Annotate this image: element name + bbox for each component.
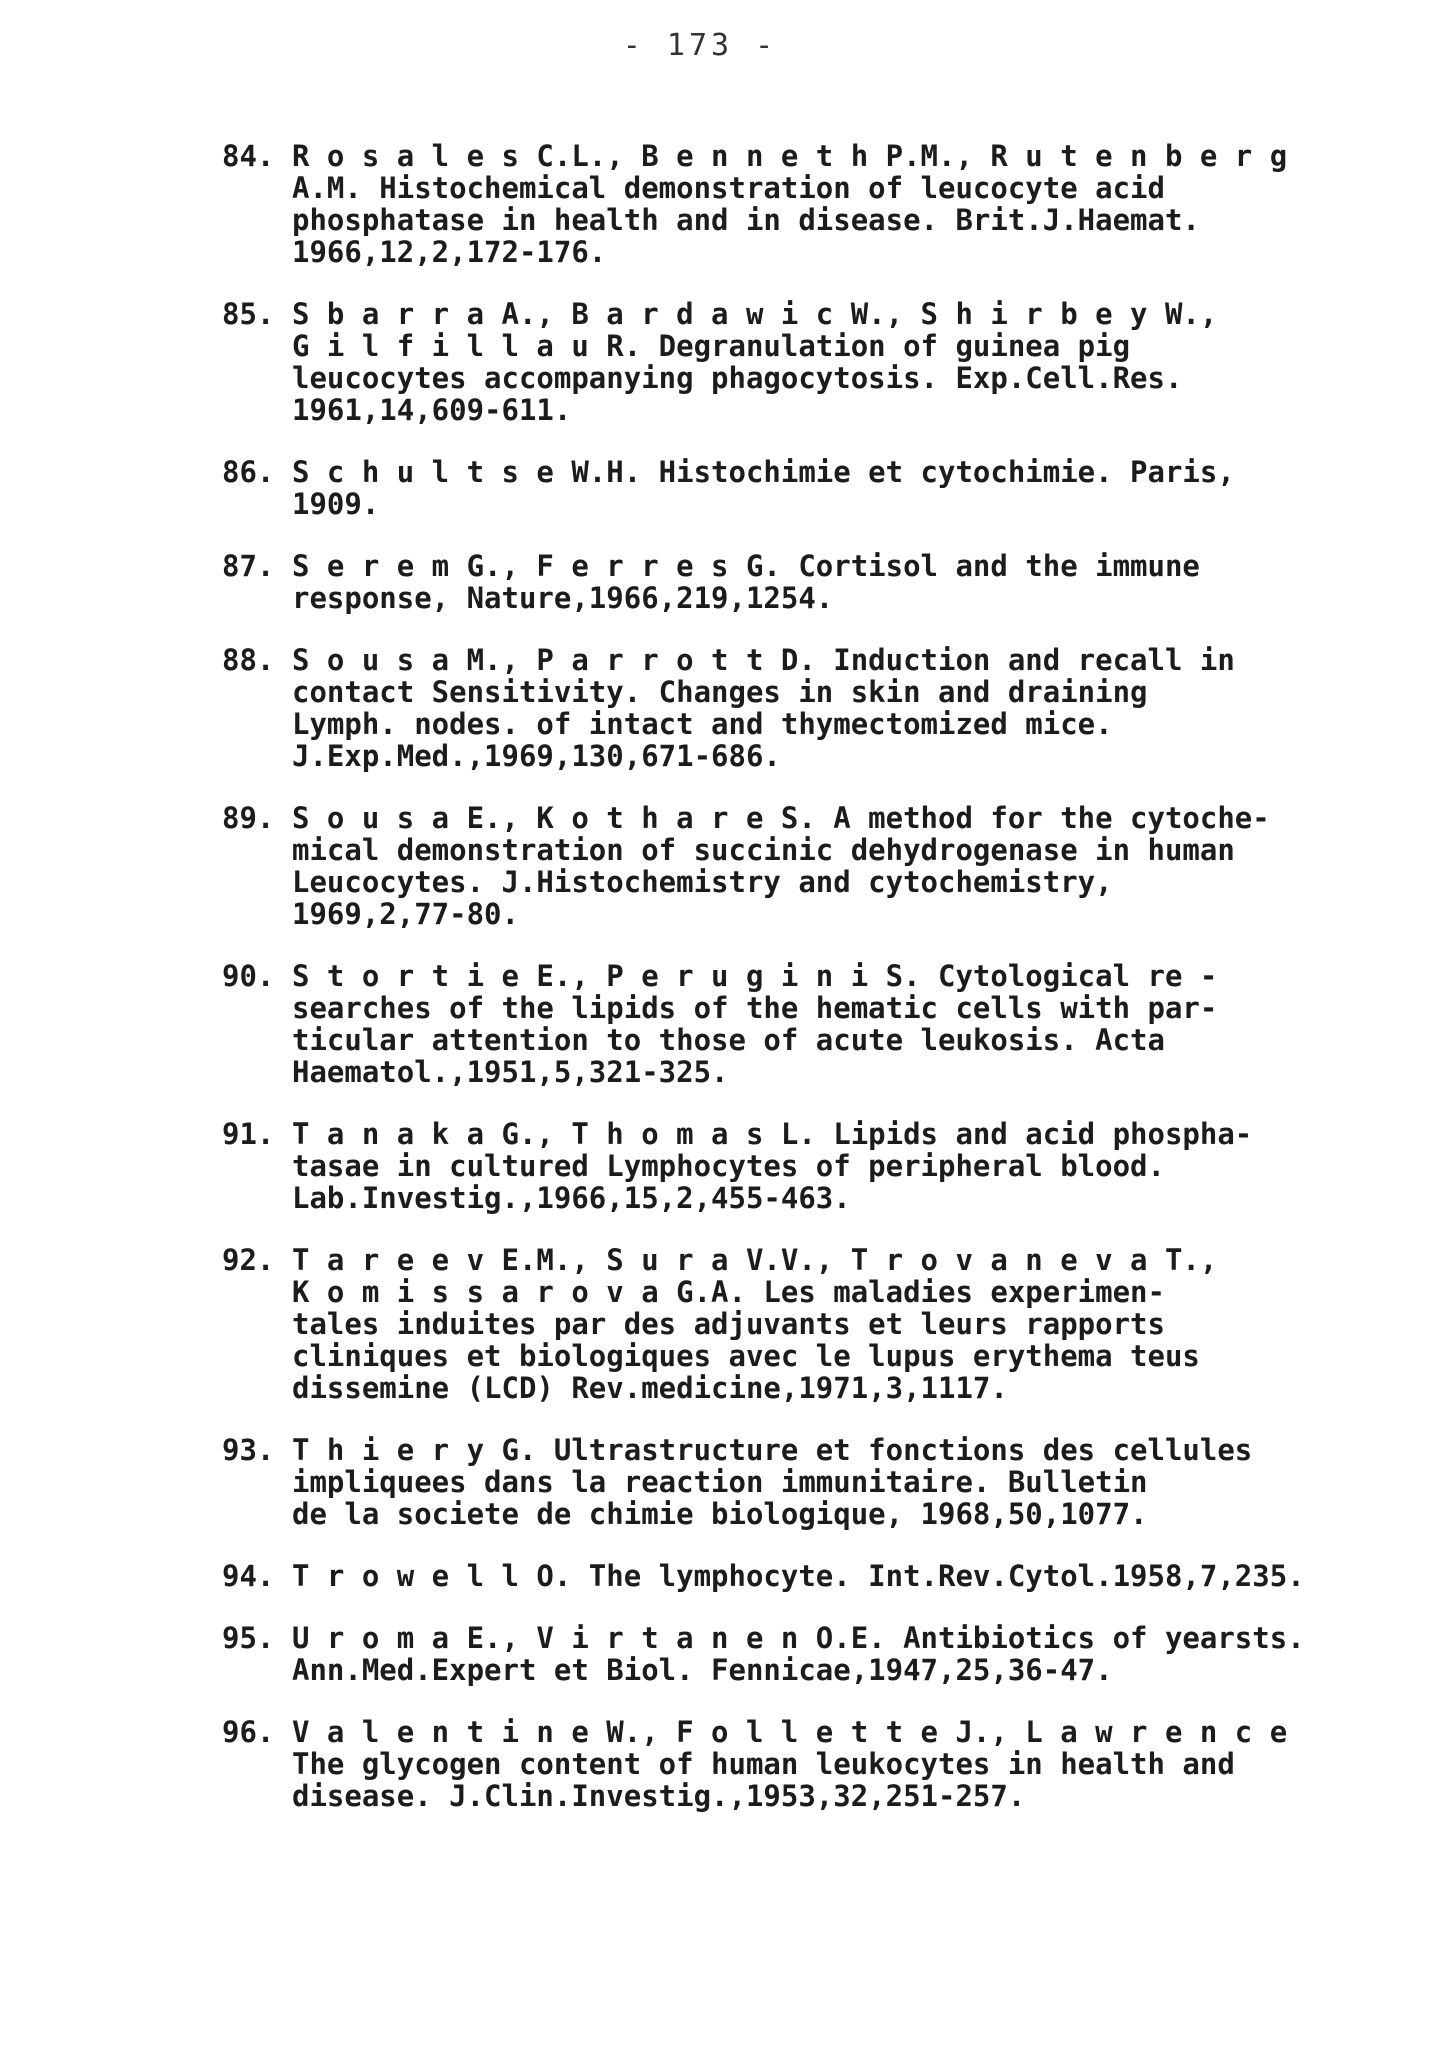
reference-text xyxy=(292,644,1342,772)
reference-line: 1969,2,77-80. xyxy=(292,897,519,931)
reference-line: mical demonstration of succinic dehydrogenase in human xyxy=(292,833,1235,867)
reference-line: contact Sensitivity. Changes in skin and draining xyxy=(292,675,1148,709)
reference-line: K o m i s s a r o v a G.A. Les maladies experimen- xyxy=(292,1275,1165,1309)
reference-line: S o u s a M., P a r r o t t D. Induction and recall in xyxy=(292,643,1235,677)
reference-entry xyxy=(222,140,1342,268)
reference-line: response, Nature,1966,219,1254. xyxy=(292,581,834,615)
reference-number: 94. xyxy=(222,1559,275,1593)
reference-entry xyxy=(222,550,1342,614)
reference-line: S c h u l t s e W.H. Histochimie et cytochimie. Paris, xyxy=(292,455,1235,489)
reference-entry xyxy=(222,1118,1342,1214)
reference-text xyxy=(292,1244,1342,1404)
reference-line: Haematol.,1951,5,321-325. xyxy=(292,1055,729,1089)
reference-line: leucocytes accompanying phagocytosis. Exp.Cell.Res. xyxy=(292,361,1183,395)
reference-number: 90. xyxy=(222,959,275,993)
reference-number: 89. xyxy=(222,801,275,835)
reference-number: 95. xyxy=(222,1621,275,1655)
reference-number: 87. xyxy=(222,549,275,583)
reference-line: T r o w e l l O. The lymphocyte. Int.Rev.Cytol.1958,7,235. xyxy=(292,1559,1305,1593)
reference-line: dissemine (LCD) Rev.medicine,1971,3,1117. xyxy=(292,1371,1008,1405)
reference-entry xyxy=(222,1716,1342,1812)
reference-line: de la societe de chimie biologique, 1968,50,1077. xyxy=(292,1497,1148,1531)
reference-text xyxy=(292,1560,1342,1592)
reference-line: R o s a l e s C.L., B e n n e t h P.M., R u t e n b e r g xyxy=(292,139,1288,173)
reference-line: J.Exp.Med.,1969,130,671-686. xyxy=(292,739,781,773)
reference-line: cliniques et biologiques avec le lupus erythema teus xyxy=(292,1339,1200,1373)
reference-line: V a l e n t i n e W., F o l l e t t e J., L a w r e n c e xyxy=(292,1715,1288,1749)
reference-entry xyxy=(222,1560,1342,1592)
reference-text xyxy=(292,1434,1342,1530)
reference-line: Ann.Med.Expert et Biol. Fenniсae,1947,25,36-47. xyxy=(292,1653,1113,1687)
reference-line: 1961,14,609-611. xyxy=(292,393,572,427)
reference-text xyxy=(292,456,1342,520)
reference-text xyxy=(292,1716,1342,1812)
reference-entry xyxy=(222,456,1342,520)
reference-text xyxy=(292,550,1342,614)
reference-line: The glycogen content of human leukocytes in health and xyxy=(292,1747,1235,1781)
reference-number: 84. xyxy=(222,139,275,173)
reference-entry xyxy=(222,1244,1342,1404)
reference-entry xyxy=(222,1434,1342,1530)
reference-line: S b a r r a A., B a r d a w i c W., S h i r b e y W., xyxy=(292,297,1218,331)
reference-text xyxy=(292,1622,1342,1686)
reference-line: A.M. Histochemical demonstration of leucocyte acid xyxy=(292,171,1165,205)
reference-number: 93. xyxy=(222,1433,275,1467)
reference-number: 85. xyxy=(222,297,275,331)
reference-text xyxy=(292,802,1342,930)
reference-line: disease. J.Clin.Investig.,1953,32,251-257. xyxy=(292,1779,1026,1813)
reference-line: impliquees dans la reaction immunitaire. Bulletin xyxy=(292,1465,1148,1499)
reference-entry xyxy=(222,298,1342,426)
reference-line: phosphatase in health and in disease. Brit.J.Haemat. xyxy=(292,203,1200,237)
reference-text xyxy=(292,140,1342,268)
reference-line: S o u s a E., K o t h a r e S. A method for the cytoche- xyxy=(292,801,1270,835)
reference-list xyxy=(222,140,1342,1842)
reference-line: searches of the lipids of the hematic cells with par- xyxy=(292,991,1218,1025)
reference-line: U r o m a E., V i r t a n e n O.E. Antibiotics of yearsts. xyxy=(292,1621,1305,1655)
reference-entry xyxy=(222,960,1342,1088)
reference-text xyxy=(292,298,1342,426)
reference-number: 86. xyxy=(222,455,275,489)
reference-line: Lymph. nodes. of intact and thymectomized mice. xyxy=(292,707,1113,741)
reference-entry xyxy=(222,644,1342,772)
reference-number: 88. xyxy=(222,643,275,677)
reference-number: 92. xyxy=(222,1243,275,1277)
reference-entry xyxy=(222,802,1342,930)
reference-line: T h i e r y G. Ultrastructure et fonctions des cellules xyxy=(292,1433,1253,1467)
reference-line: tasae in cultured Lymphocytes of peripheral blood. xyxy=(292,1149,1165,1183)
reference-line: G i l f i l l a u R. Degranulation of guinea pig xyxy=(292,329,1131,363)
reference-number: 91. xyxy=(222,1117,275,1151)
reference-line: Leucocytes. J.Histochemistry and cytochemistry, xyxy=(292,865,1113,899)
page-number: - 173 - xyxy=(622,28,778,63)
reference-line: tales induites par des adjuvants et leurs rapports xyxy=(292,1307,1165,1341)
reference-line: 1966,12,2,172-176. xyxy=(292,235,607,269)
reference-line: S t o r t i e E., P e r u g i n i S. Cytological re - xyxy=(292,959,1218,993)
reference-line: Lab.Investig.,1966,15,2,455-463. xyxy=(292,1181,851,1215)
reference-line: 1909. xyxy=(292,487,380,521)
reference-line: ticular attention to those of acute leukosis. Acta xyxy=(292,1023,1165,1057)
reference-line: S e r e m G., F e r r e s G. Cortisol and the immune xyxy=(292,549,1200,583)
reference-entry xyxy=(222,1622,1342,1686)
reference-number: 96. xyxy=(222,1715,275,1749)
reference-text xyxy=(292,1118,1342,1214)
reference-line: T a r e e v E.M., S u r a V.V., T r o v a n e v a T., xyxy=(292,1243,1218,1277)
reference-line: T a n a k a G., T h o m a s L. Lipids and acid phospha- xyxy=(292,1117,1253,1151)
reference-text xyxy=(292,960,1342,1088)
